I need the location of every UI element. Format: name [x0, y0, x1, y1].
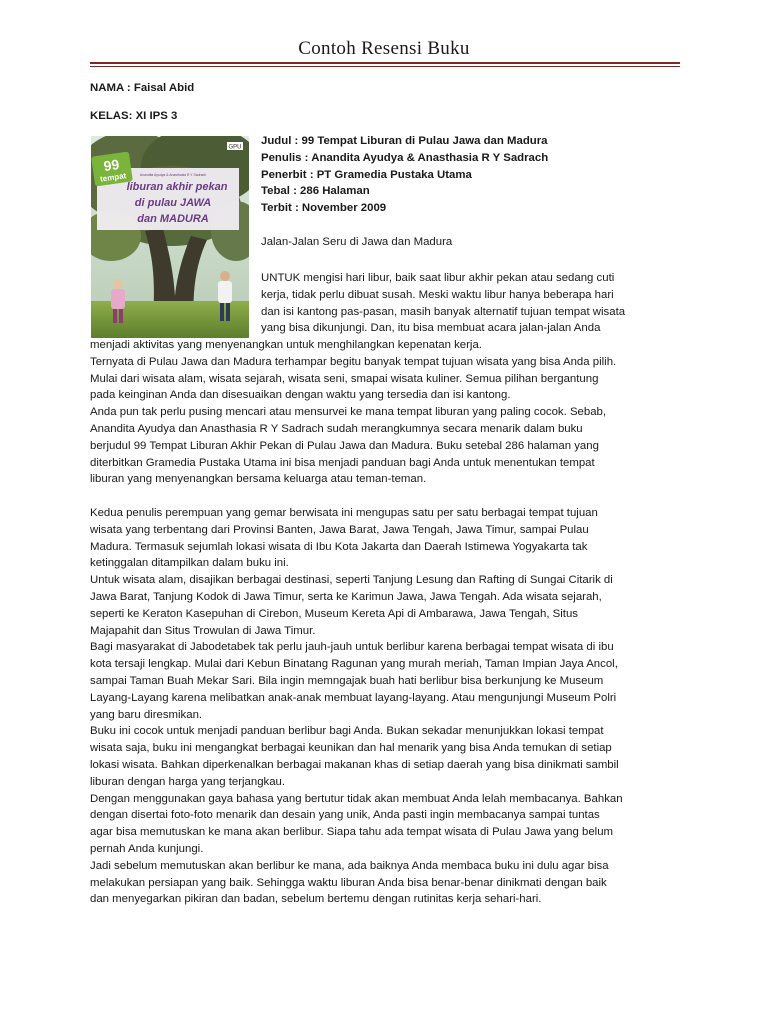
review-body-line: Majapahit dan Situs Trowulan di Jawa Timur. — [90, 624, 316, 637]
book-publisher: Penerbit : PT Gramedia Pustaka Utama — [261, 168, 472, 181]
review-body-line: berjudul 99 Tempat Liburan Akhir Pekan di Pulau Jawa dan Madura. Buku setebal 286 halaman yang — [90, 439, 599, 452]
review-body-line: menjadi aktivitas yang menyenangkan untuk menghilangkan kepenatan kerja. — [90, 339, 482, 351]
book-metadata — [261, 133, 681, 251]
review-body-line: wisata yang terbentang dari Provinsi Banten, Jawa Barat, Jawa Tengah, Jawa Timur, sampai Pulau — [90, 523, 589, 536]
book-author: Penulis : Anandita Ayudya & Anasthasia R Y Sadrach — [261, 151, 549, 164]
review-body-line: kota tersaji lengkap. Mulai dari Kebun Binatang Ragunan yang murah meriah, Taman Impian Jaya Ancol, — [90, 658, 618, 671]
review-body-line: melakukan persiapan yang baik. Sehingga waktu liburan Anda bisa benar-benar dinikmati dengan baik — [90, 876, 607, 889]
student-class: KELAS: XI IPS 3 — [90, 110, 178, 122]
student-name: NAMA : Faisal Abid — [90, 82, 195, 94]
review-body-line — [90, 488, 690, 505]
review-intro — [261, 270, 681, 337]
title-rule-thick — [90, 62, 680, 64]
cover-title-line1: liburan akhir pekan — [126, 181, 228, 193]
review-body-line: liburan dengan harga yang terjangkau. — [90, 775, 286, 788]
title-rule-thin — [90, 66, 680, 67]
review-body-line: dan menyegarkan pikiran dan badan, sebelum bertemu dengan rutinitas kerja sehari-hari. — [90, 893, 542, 906]
review-intro-line: dan isi kantong pas-pasan, masih banyak alternatif tujuan tempat wisata — [261, 305, 626, 318]
review-intro-line: kerja, tidak perlu dibuat susah. Meski waktu libur hanya beberapa hari — [261, 288, 614, 301]
review-body-line: Anandita Ayudya dan Anasthasia R Y Sadrach sudah merangkumnya secara menarik dalam buku — [90, 422, 583, 435]
review-body-line: Anda pun tak perlu pusing mencari atau mensurvei ke mana tempat liburan yang paling cocok. Sebab, — [90, 406, 607, 419]
review-body-line: seperti ke Keraton Kasepuhan di Cirebon, Museum Kereta Api di Ambarawa, Jawa Tengah, Situs — [90, 607, 578, 620]
review-body-line: liburan yang menyenangkan bersama keluarga atau teman-teman. — [90, 473, 427, 486]
review-body-line: Mulai dari wisata alam, wisata sejarah, wisata seni, smapai wisata kuliner. Semua pilihan bergantung — [90, 372, 599, 385]
book-published-date: Terbit : November 2009 — [261, 202, 387, 215]
cover-publisher-mark: GPU — [228, 144, 242, 151]
cover-title-line3: dan MADURA — [137, 213, 209, 225]
book-cover-image — [91, 136, 249, 338]
review-body-line: Buku ini cocok untuk menjadi panduan berlibur bagi Anda. Bukan sekadar menunjukkan lokasi tempat — [90, 725, 604, 738]
review-body-line: Layang-Layang karena melibatkan anak-anak membuat layang-layang. Atau mengunjungi Museum Polri — [90, 691, 617, 704]
review-body-line: Madura. Termasuk sejumlah lokasi wisata di Ibu Kota Jakarta dan Daerah Istimewa Yogyakarta tak — [90, 540, 588, 553]
review-body-line: yang baru diresmikan. — [90, 708, 203, 721]
review-body-line: wisata saja, buku ini mengangkat berbagai keunikan dan hal menarik yang bisa Anda temukan di setiap — [90, 742, 612, 755]
review-body-line: Dengan menggunakan gaya bahasa yang bertutur tidak akan membuat Anda lelah membacanya. Bahkan — [90, 792, 623, 805]
cover-title-line2: di pulau JAWA — [134, 197, 212, 209]
cover-badge-word: tempat — [99, 171, 127, 184]
review-body-line: Kedua penulis perempuan yang gemar berwisata ini mengupas satu per satu berbagai tempat tujuan — [90, 506, 598, 519]
review-body-line: Jawa Barat, Tanjung Kodok di Jawa Timur, serta ke Karimun Jawa, Jawa Tengah. Ada wisata sejarah, — [90, 590, 602, 603]
review-intro-line: UNTUK mengisi hari libur, baik saat libur akhir pekan atau sedang cuti — [261, 272, 615, 284]
review-subtitle: Jalan-Jalan Seru di Jawa dan Madura — [261, 235, 453, 248]
review-body-line: Ternyata di Pulau Jawa dan Madura terhampar begitu banyak tempat tujuan wisata yang bisa Anda pilih. — [90, 355, 617, 368]
page-title: Contoh Resensi Buku — [298, 38, 470, 59]
review-body-line: pada keinginan Anda dan disesuaikan dengan waktu yang tersedia dan isi kantong. — [90, 389, 511, 402]
review-intro-line: yang bisa dikunjungi. Dan, itu bisa membuat acara jalan-jalan Anda — [261, 322, 601, 335]
book-title: Judul : 99 Tempat Liburan di Pulau Jawa dan Madura — [261, 135, 548, 147]
review-body-line: diterbitkan Gramedia Pustaka Utama ini bisa menjadi panduan bagi Anda untuk menentukan tempat — [90, 456, 595, 469]
review-body-line: sampai Taman Buah Mekar Sari. Bila ingin memngajak buah hati berlibur bisa berkunjung ke Museum — [90, 674, 604, 687]
review-body-line: Untuk wisata alam, disajikan berbagai destinasi, seperti Tanjung Lesung dan Rafting di Sungai Citarik di — [90, 574, 613, 587]
review-body-line: lokasi wisata. Bahkan diperkenalkan berbagai makanan khas di setiap daerah yang bisa dinikmati sambil — [90, 758, 619, 771]
review-body-line: agar bisa memutuskan ke mana akan berlibur. Siapa tahu ada tempat wisata di Pulau Jawa yang belum — [90, 826, 614, 839]
review-body — [90, 337, 690, 908]
review-body-line: Bagi masyarakat di Jabodetabek tak perlu jauh-jauh untuk berlibur karena berbagai tempat wisata di ibu — [90, 641, 614, 654]
review-body-line: pernah Anda kunjungi. — [90, 842, 204, 855]
review-body-line: Jadi sebelum memutuskan akan berlibur ke mana, ada baiknya Anda membaca buku ini dulu agar bisa — [90, 859, 609, 872]
cover-badge-number: 99 — [102, 156, 121, 175]
review-body-line: dengan disertai foto-foto menarik dan desain yang unik, Anda pasti ingin membacanya sampai tuntas — [90, 809, 600, 822]
review-body-line: ketinggalan ditampilkan dalam buku ini. — [90, 557, 289, 570]
cover-authors-small: Anandita Ayudya & Anasthasia R Y Sadrach — [139, 173, 207, 177]
book-pages: Tebal : 286 Halaman — [261, 185, 370, 198]
